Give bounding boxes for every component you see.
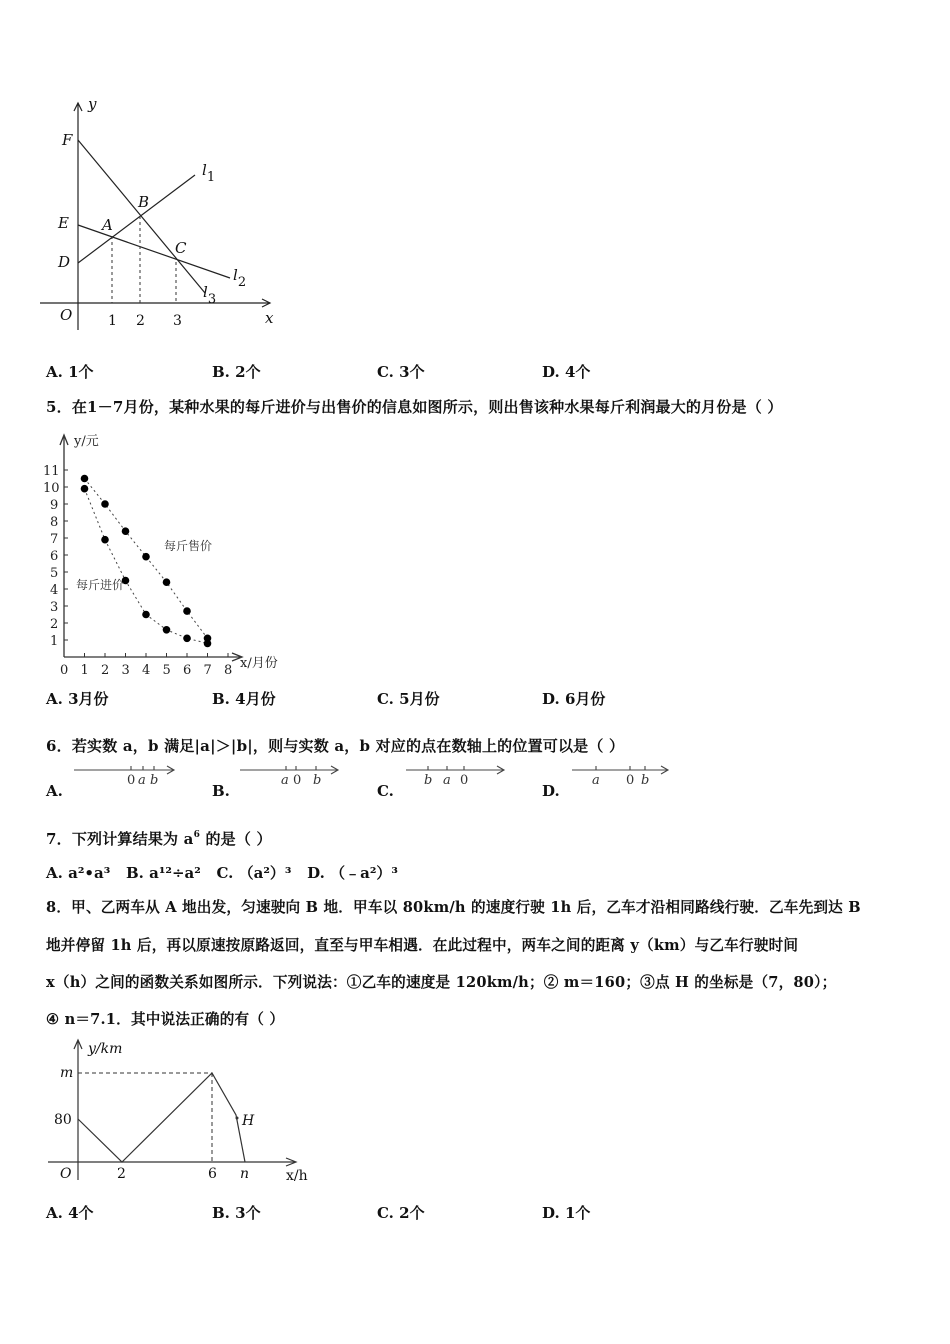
svg-text:4: 4 <box>142 663 151 675</box>
point-h: H <box>242 1113 255 1129</box>
svg-text:0: 0 <box>293 773 302 788</box>
q7-option-d[interactable]: D. （﹣a²）³ <box>307 864 398 882</box>
q4-option-a[interactable]: A. 1个 <box>46 363 94 381</box>
svg-text:b: b <box>150 773 159 788</box>
svg-text:2: 2 <box>50 617 59 632</box>
svg-text:b: b <box>641 773 650 788</box>
q6-option-b-key[interactable]: B. <box>212 782 230 800</box>
svg-text:3: 3 <box>50 600 59 615</box>
svg-text:11: 11 <box>43 464 60 479</box>
origin-label: O <box>60 1166 72 1182</box>
q6-option-a-key[interactable]: A. <box>46 782 63 800</box>
svg-text:2: 2 <box>101 663 110 675</box>
x-tick-2: 2 <box>117 1166 126 1182</box>
svg-text:6: 6 <box>183 663 192 675</box>
svg-text:7: 7 <box>50 532 59 547</box>
q5-option-c[interactable]: C. 5月份 <box>377 690 440 708</box>
svg-text:3: 3 <box>121 663 130 675</box>
y-tick-80: 80 <box>54 1112 72 1128</box>
svg-text:5: 5 <box>50 566 59 581</box>
point-e: E <box>58 214 69 232</box>
svg-text:a: a <box>443 773 451 788</box>
svg-text:b: b <box>424 773 433 788</box>
q4-option-c[interactable]: C. 3个 <box>377 363 425 381</box>
q4-option-d[interactable]: D. 4个 <box>542 363 591 381</box>
svg-text:10: 10 <box>43 481 60 496</box>
x-tick-n: n <box>240 1166 250 1182</box>
point-c: C <box>175 239 187 257</box>
point-d: D <box>58 253 71 271</box>
q6-option-c-number-line[interactable] <box>404 760 514 790</box>
x-tick-2: 2 <box>136 313 145 329</box>
q7-option-c[interactable]: C. （a²）³ <box>216 864 292 882</box>
y-axis-label: y/元 <box>74 434 99 449</box>
line-l1-label: l1 <box>202 161 216 185</box>
legend-cost-price: 每斤进价 <box>76 578 125 592</box>
x-axis-label: x/月份 <box>240 656 278 671</box>
x-tick-6: 6 <box>208 1166 217 1182</box>
svg-text:0: 0 <box>626 773 635 788</box>
svg-text:4: 4 <box>50 583 59 598</box>
q5-chart <box>40 425 300 675</box>
line-l2-label: l2 <box>233 266 247 290</box>
q8-figure <box>40 1035 320 1185</box>
x-tick-3: 3 <box>173 313 182 329</box>
svg-text:6: 6 <box>50 549 59 564</box>
svg-text:0: 0 <box>460 773 469 788</box>
svg-text:a: a <box>592 773 600 788</box>
svg-text:0: 0 <box>60 663 69 675</box>
svg-text:a: a <box>281 773 289 788</box>
q6-option-d-key[interactable]: D. <box>542 782 560 800</box>
svg-text:b: b <box>313 773 322 788</box>
q7-option-b[interactable]: B. a¹²÷a² <box>125 864 201 882</box>
svg-text:8: 8 <box>224 663 233 675</box>
y-axis-label: y/km <box>88 1041 123 1057</box>
svg-text:1: 1 <box>80 663 89 675</box>
y-axis-label: y <box>88 95 97 113</box>
q8-stem-line-4: ④ n＝7.1．其中说法正确的有（ ） <box>46 1011 285 1028</box>
x-axis-label: x/h <box>286 1168 308 1184</box>
q5-option-b[interactable]: B. 4月份 <box>212 690 276 708</box>
q7-stem: 7．下列计算结果为 $a^6$ 的是（ ） <box>46 830 272 848</box>
x-axis-label: x <box>265 309 274 327</box>
svg-text:7: 7 <box>203 663 212 675</box>
line-l3-label: l3 <box>203 283 217 307</box>
point-f: F <box>62 131 73 149</box>
q8-stem-line-3: x（h）之间的函数关系如图所示．下列说法：①乙车的速度是 120km/h；② m＝160；③点 H 的坐标是（7，80）； <box>46 974 837 991</box>
q7-option-a[interactable]: A. a²•a³ <box>46 864 111 882</box>
q8-option-c[interactable]: C. 2个 <box>377 1204 425 1222</box>
point-b: B <box>138 193 150 211</box>
svg-text:0: 0 <box>127 773 136 788</box>
q6-option-d-number-line[interactable] <box>570 760 680 790</box>
q6-stem: 6．若实数 a，b 满足|a|＞|b|，则与实数 a，b 对应的点在数轴上的位置可以是（ ） <box>46 737 625 755</box>
q7-options-row <box>46 862 398 883</box>
legend-sale-price: 每斤售价 <box>164 539 213 553</box>
svg-text:1: 1 <box>50 634 59 649</box>
y-tick-m: m <box>60 1065 74 1081</box>
q6-option-b-number-line[interactable] <box>238 760 348 790</box>
origin-label: O <box>60 306 73 324</box>
q6-option-a-number-line[interactable] <box>72 760 182 790</box>
q4-figure <box>40 95 290 340</box>
q5-option-a[interactable]: A. 3月份 <box>46 690 109 708</box>
point-a: A <box>102 216 113 234</box>
q8-stem-line-1: 8．甲、乙两车从 A 地出发，匀速驶向 B 地．甲车以 80km/h 的速度行驶 1h 后，乙车才沿相同路线行驶．乙车先到达 B <box>46 899 861 916</box>
svg-text:8: 8 <box>50 515 59 530</box>
svg-text:5: 5 <box>162 663 171 675</box>
q4-option-b[interactable]: B. 2个 <box>212 363 261 381</box>
q8-stem-line-2: 地并停留 1h 后，再以原速按原路返回，直至与甲车相遇．在此过程中，两车之间的距离 y（km）与乙车行驶时间 <box>46 937 799 954</box>
svg-text:9: 9 <box>50 498 59 513</box>
x-tick-1: 1 <box>108 313 117 329</box>
svg-text:a: a <box>138 773 146 788</box>
q6-option-c-key[interactable]: C. <box>377 782 394 800</box>
q8-option-b[interactable]: B. 3个 <box>212 1204 261 1222</box>
q8-option-a[interactable]: A. 4个 <box>46 1204 94 1222</box>
q8-option-d[interactable]: D. 1个 <box>542 1204 591 1222</box>
q5-option-d[interactable]: D. 6月份 <box>542 690 606 708</box>
q5-stem: 5．在1－7月份，某种水果的每斤进价与出售价的信息如图所示，则出售该种水果每斤利润最大的月份是（ ） <box>46 398 783 416</box>
